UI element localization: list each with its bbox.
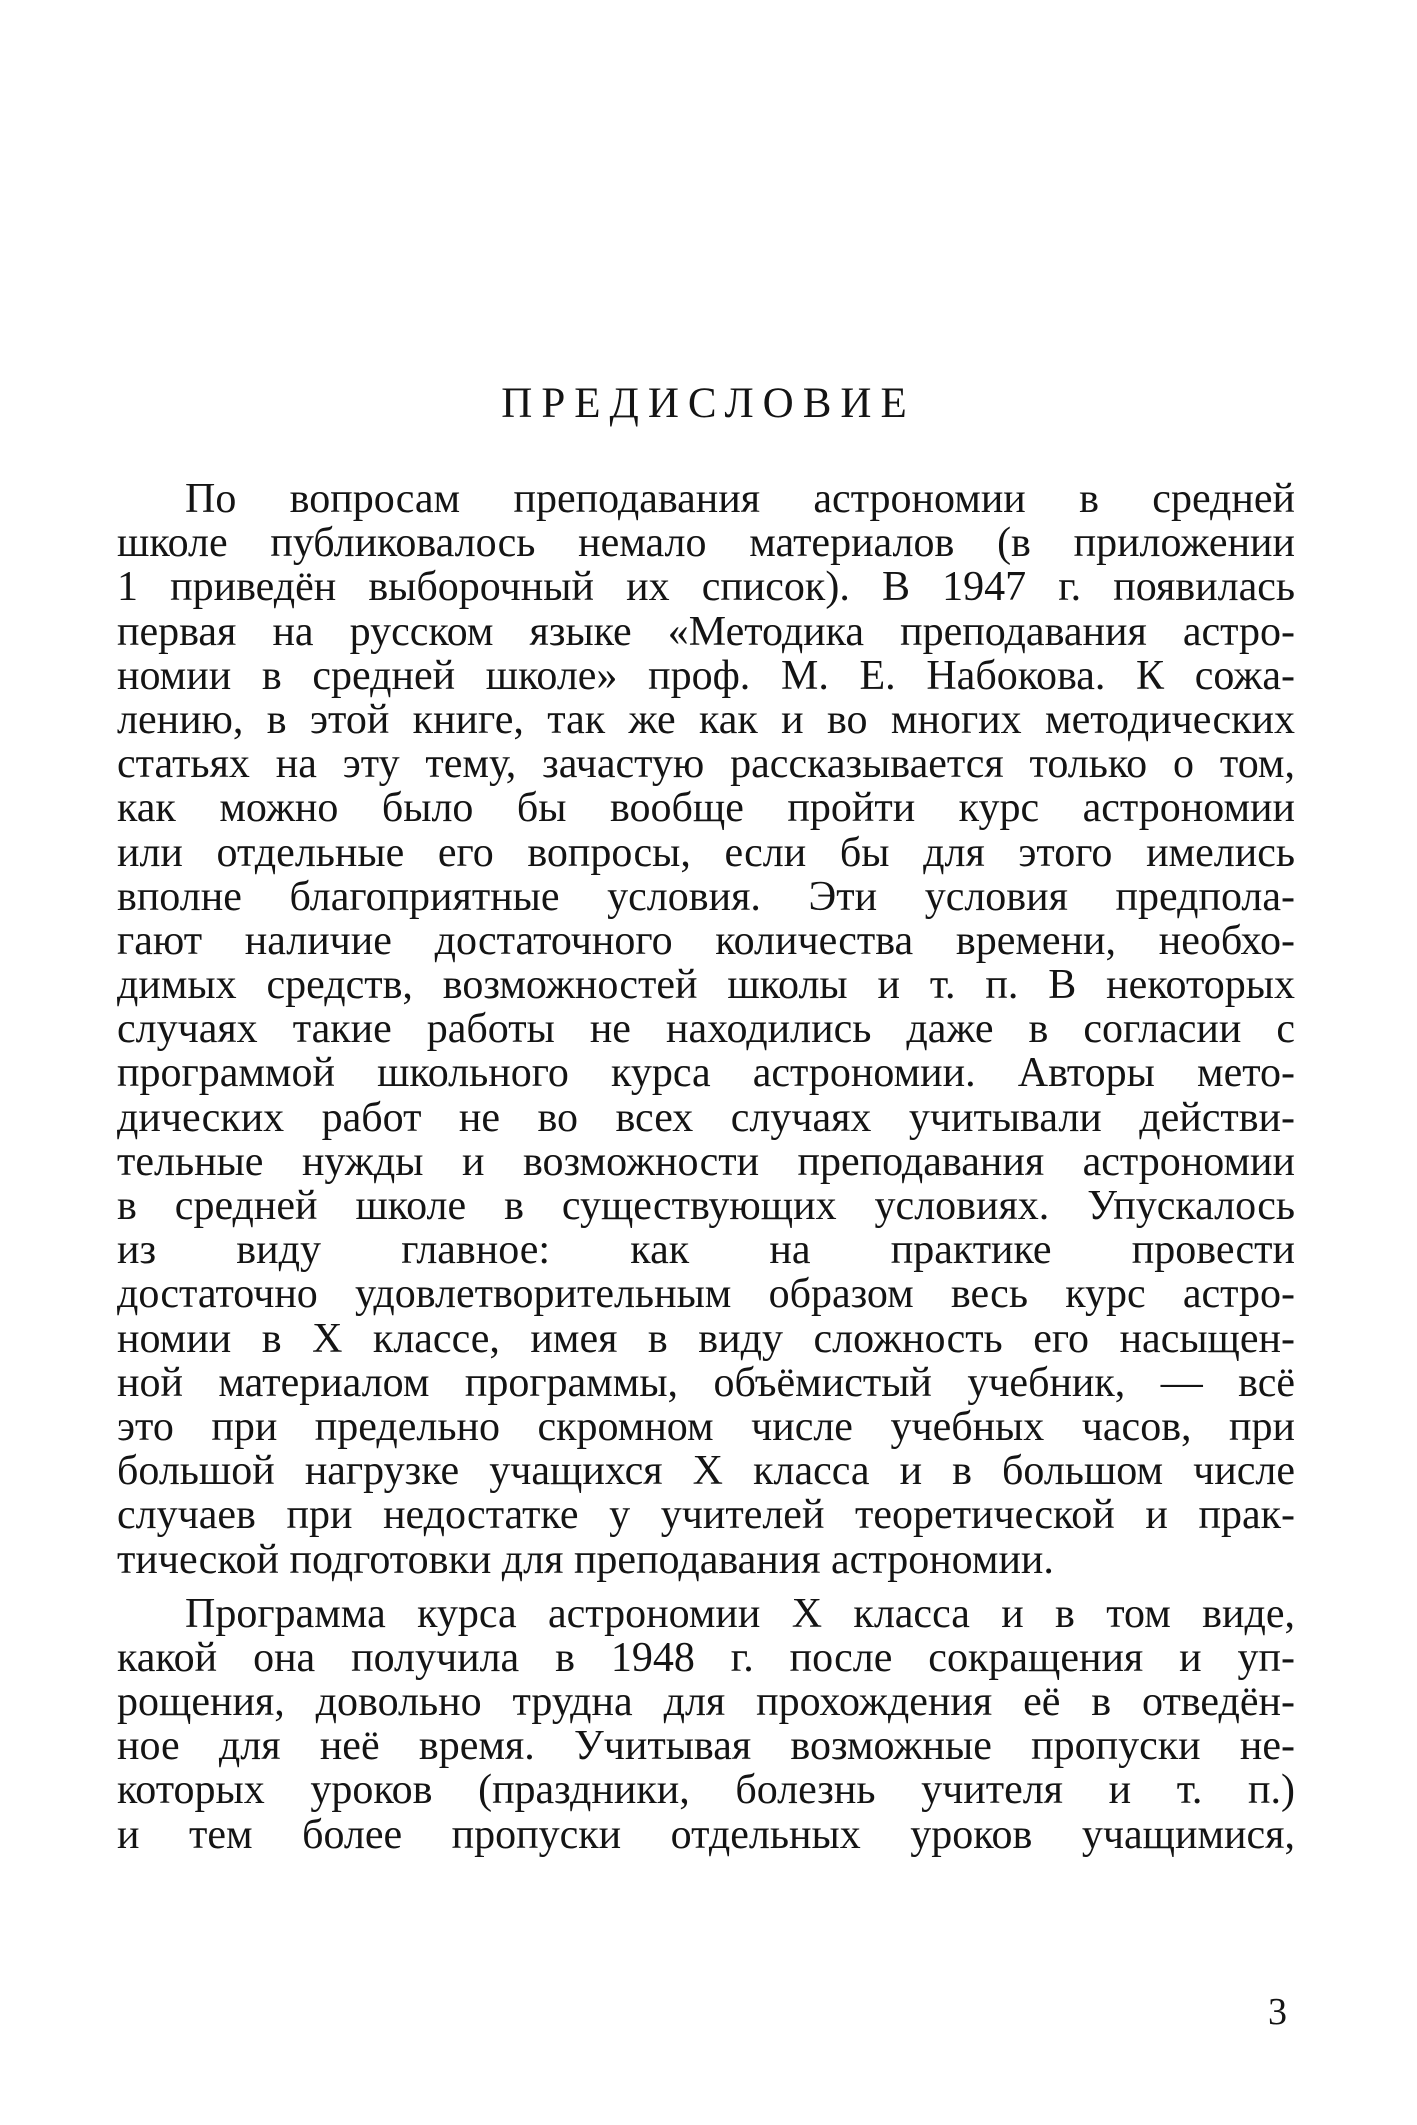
text-line: гают наличие достаточного количества времени, необхо- — [117, 917, 1295, 964]
text-line: вполне благоприятные условия. Эти условия предпола- — [117, 873, 1295, 920]
page-number: 3 — [1268, 1991, 1287, 2033]
text-line: и тем более пропуски отдельных уроков учащимися, — [117, 1811, 1295, 1858]
page-title: ПРЕДИСЛОВИЕ — [501, 380, 916, 427]
text-line: номии в X классе, имея в виду сложность его насыщен- — [117, 1315, 1295, 1362]
text-line: школе публиковалось немало материалов (в приложении — [117, 520, 1295, 567]
paragraph-2 — [117, 1592, 1295, 1857]
text-line: По вопросам преподавания астрономии в средней — [185, 476, 1295, 522]
text-line: как можно было бы вообще пройти курс астрономии — [117, 785, 1295, 832]
text-line: тической подготовки для преподавания астрономии. — [117, 1536, 1054, 1583]
text-line: 1 приведён выборочный их список). В 1947 г. появилась — [117, 564, 1295, 611]
text-line: лению, в этой книге, так же как и во многих методических — [117, 696, 1295, 743]
text-line: достаточно удовлетворительным образом весь курс астро- — [117, 1271, 1295, 1318]
paragraph-1 — [117, 477, 1295, 1582]
text-line: из виду главное: как на практике провести — [117, 1227, 1295, 1274]
text-line: дических работ не во всех случаях учитывали действи- — [117, 1094, 1295, 1141]
text-line: или отдельные его вопросы, если бы для этого имелись — [117, 829, 1295, 876]
text-line: Программа курса астрономии X класса и в том виде, — [185, 1590, 1295, 1637]
body-text — [117, 477, 1295, 1857]
text-line: ное для неё время. Учитывая возможные пропуски не- — [117, 1723, 1295, 1770]
text-line: которых уроков (праздники, болезнь учителя и т. п.) — [117, 1767, 1295, 1814]
text-line: рощения, довольно трудна для прохождения её в отведён- — [117, 1679, 1295, 1726]
text-line: это при предельно скромном числе учебных часов, при — [117, 1403, 1295, 1450]
text-line: программой школьного курса астрономии. Авторы мето- — [117, 1050, 1295, 1097]
text-line: первая на русском языке «Методика преподавания астро- — [117, 608, 1295, 655]
text-line: случаях такие работы не находились даже в согласии с — [117, 1006, 1295, 1053]
text-line: в средней школе в существующих условиях. Упускалось — [117, 1183, 1295, 1229]
text-line: димых средств, возможностей школы и т. п. В некоторых — [117, 962, 1295, 1009]
text-line: большой нагрузке учащихся X класса и в большом числе — [117, 1448, 1295, 1495]
text-line: тельные нужды и возможности преподавания астрономии — [117, 1138, 1295, 1185]
text-line: ной материалом программы, объёмистый учебник, — всё — [117, 1359, 1295, 1406]
text-line: какой она получила в 1948 г. после сокращения и уп- — [117, 1634, 1295, 1681]
text-line: случаев при недостатке у учителей теоретической и прак- — [117, 1492, 1295, 1539]
text-line: статьях на эту тему, зачастую рассказывается только о том, — [117, 741, 1295, 788]
text-line: номии в средней школе» проф. М. Е. Набокова. К сожа- — [117, 652, 1295, 699]
